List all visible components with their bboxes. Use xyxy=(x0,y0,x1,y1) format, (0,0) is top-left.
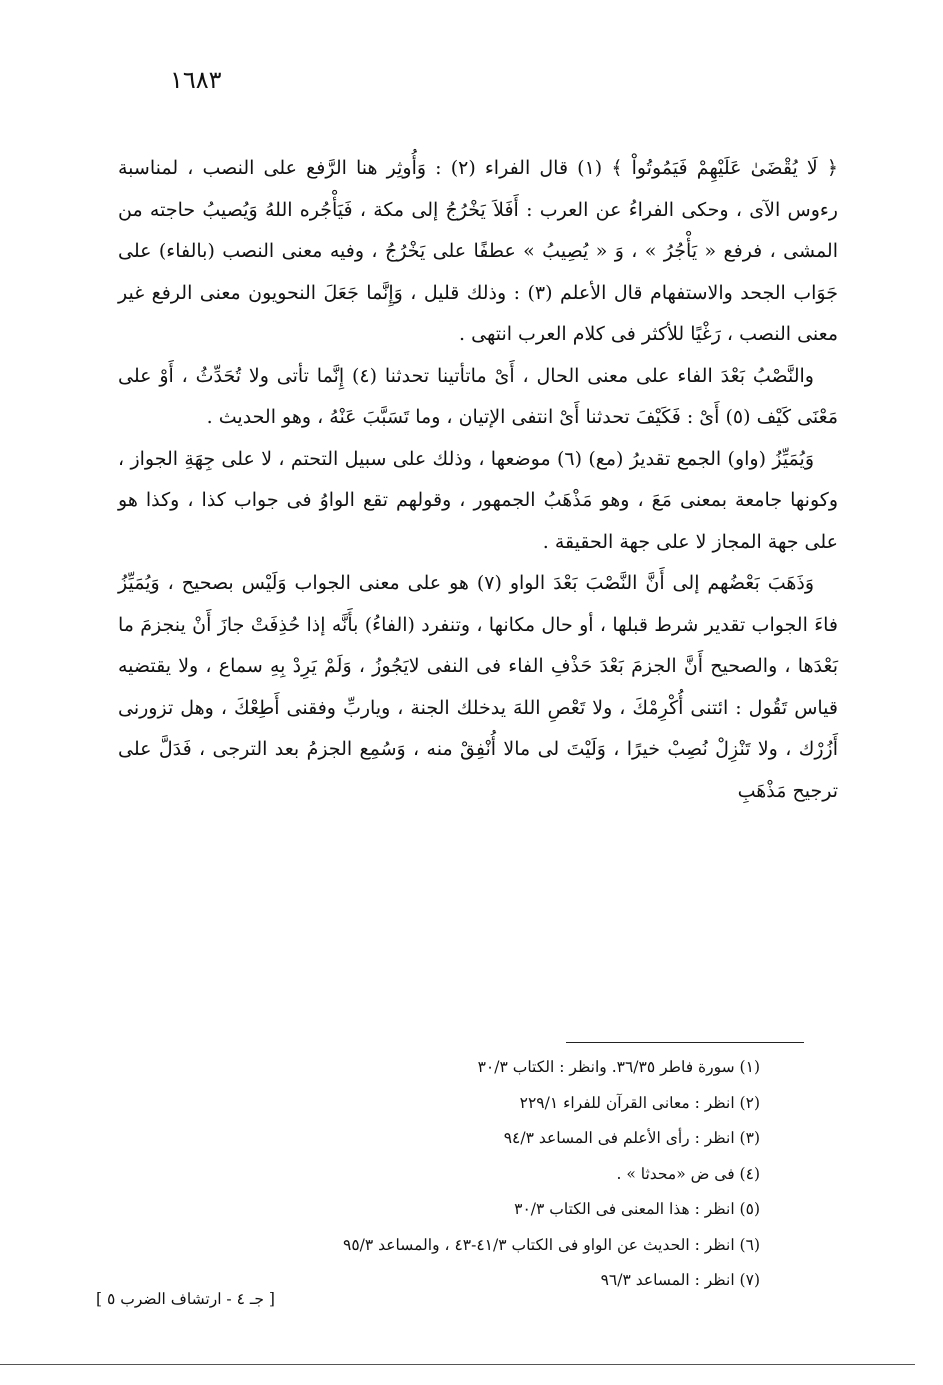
footnote-6: (٦) انظر : الحديث عن الواو فى الكتاب ٤١/٣-٤٣ ، والمساعد ٩٥/٣ xyxy=(343,1235,760,1254)
footnote-1: (١) سورة فاطر ٣٦/٣٥. وانظر : الكتاب ٣٠/٣ xyxy=(477,1058,760,1076)
page-edge-line xyxy=(0,1364,915,1365)
paragraph: والنَّصْبُ بَعْدَ الفاء على معنى الحال ، أَىْ ماتأتينا تحدثنا (٤) إِنَّما تأتى ولا تُحَدِّثُ ، أَوْ على مَعْنَى كَيْف (٥) أَىْ : فَكَيْفَ تحدثنا أَىْ انتفى الإتيان ، وما تَسَبَّبَ عَنْهُ ، وهو الحديث . xyxy=(118,364,838,428)
footnote-3: (٣) انظر : رأى الأعلم فى المساعد ٩٤/٣ xyxy=(503,1129,760,1147)
page-number: ١٦٨٣ xyxy=(170,66,222,94)
footnote-5: (٥) انظر : هذا المعنى فى الكتاب ٣٠/٣ xyxy=(514,1200,760,1218)
main-text xyxy=(118,148,838,812)
paragraph: وَيُمَيِّزُ (واو) الجمع تقديرُ (مع) (٦) موضعها ، وذلك على سبيل التحتم ، لا على جِهَةِ الجواز ، وكونها جامعة بمعنى مَعَ ، وهو مَذْهَبُ الجمهور ، وقولهم تقع الواوُ فى جواب كذا ، وكذا هو على جهة المجاز لا على جهة الحقيقة . xyxy=(118,447,838,553)
footnotes xyxy=(200,1050,760,1299)
footnote-4: (٤) فى ض «محدثا » . xyxy=(616,1164,760,1183)
footnote-7: (٧) انظر : المساعد ٩٦/٣ xyxy=(600,1271,760,1289)
paragraph: ﴿ لَا يُقْضَىٰ عَلَيْهِمْ فَيَمُوتُواْ ﴾ (١) قال الفراء (٢) : وَأُوثِر هنا الرَّفع على النصب ، لمناسبة رءوس الآى ، وحكى الفراءُ عن العرب : أَفَلاَ يَخْرُجُ إلى مكة ، فَيَأْجُره اللهُ وَيُصيبُ حاجته من المشى ، فرفع « يَأْجُرُ » ، وَ « يُصِيبُ » عطفًا على يَخْرُجُ ، وفيه معنى النصب (بالفاء) على جَوَاب الجحد والاستفهام قال الأعلم (٣) : وذلك قليل ، وَإِنَّما جَعَلَ النحويون معنى الرفع غير معنى النصب ، رَغْيًا للأكثر فى كلام العرب انتهى . xyxy=(118,157,838,345)
printer-signature: [ جـ ٤ - ارتشاف الضرب ٥ ] xyxy=(96,1290,275,1308)
paragraph: وَذَهَبَ بَعْضُهم إلى أَنَّ النَّصْبَ بَعْدَ الواو (٧) هو على معنى الجواب وَلَيْس بصحيح ، وَيُمَيِّزُ فاءَ الجواب تقدير شرط قبلها ، أو حال مكانها ، وتنفرد (الفاءُ) بأَنَّه إذا حُذِفَتْ جازَ أَنْ ينجزمَ ما بَعْدَها ، والصحيح أَنَّ الجزمَ بَعْدَ حَذْفِ الفاء فى النفى لايَجُوزُ ، وَلَمْ يَرِدْ بِهِ سماع ، ولا يقتضيه قياس تَقُول : ائتنى أُكْرِمْكَ ، ولا تَعْصِ اللهَ يدخلك الجنة ، وياربِّ وفقنى أَطِعْكَ ، وهل تزورنى أَزُرْك ، ولا تَنْزِلْ نُصِبْ خيرًا ، وَلَيْتَ لى مالا أُنْفِقْ منه ، وَسُمِع الجزمُ بعد الترجى ، فَدَلَّ على ترجيح مَذْهَبِ xyxy=(118,572,838,802)
footnote-separator xyxy=(566,1042,804,1043)
footnote-2: (٢) انظر : معانى القرآن للفراء ٢٢٩/١ xyxy=(519,1093,760,1112)
